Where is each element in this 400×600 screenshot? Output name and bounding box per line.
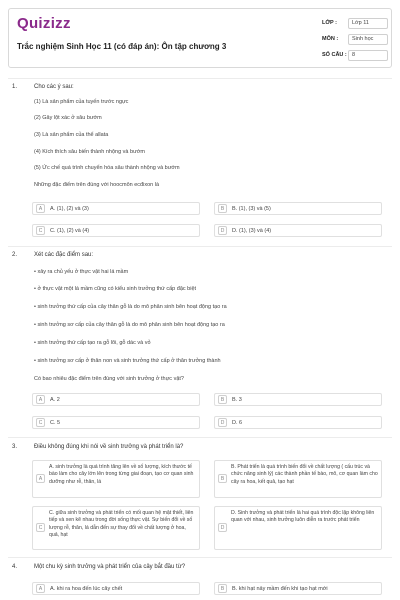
statement-line: (4) Kích thích sâu biến thành nhộng và bướm (34, 149, 145, 155)
statement-line: (1) Là sản phẩm của tuyến trước ngực (34, 99, 129, 105)
statement-line: • sinh trưởng thứ cấp của cây thân gỗ là do mô phân sinh bên hoạt động tạo ra (34, 304, 227, 310)
question-number: 2. (12, 252, 18, 258)
option-letter: B (218, 474, 227, 483)
meta-class (322, 15, 388, 31)
subject-field: Sinh học (348, 34, 388, 45)
question-text: Điều không đúng khi nói về sinh trưởng và phát triển là? (34, 444, 184, 450)
option-text: B. 3 (232, 396, 242, 403)
answer-option-b[interactable] (214, 393, 382, 406)
option-letter: D (218, 523, 227, 532)
option-letter: B (218, 395, 227, 404)
statement-line: Những đặc điểm trên đúng với hoocmôn ecđixon là (34, 182, 159, 188)
answer-option-c[interactable] (32, 224, 200, 237)
meta-key: MÔN : (322, 36, 339, 42)
option-text: A. (1), (2) và (3) (50, 205, 89, 212)
option-letter: A (36, 584, 45, 593)
option-text: B. khi hạt nảy mầm đến khi tạo hạt mới (232, 585, 328, 592)
answer-option-d[interactable] (214, 416, 382, 429)
statement-line: (3) Là sản phẩm của thể allata (34, 132, 109, 138)
meta-key: SỐ CÂU : (322, 52, 347, 58)
question-number: 1. (12, 84, 18, 90)
answer-option-d[interactable] (214, 224, 382, 237)
meta-count (322, 47, 388, 63)
option-text: B. Phát triển là quá trình biến đổi về chất lượng ( cấu trúc và chức năng sinh lý) các thành phần tế bào, mô, cơ quan làm cho cây ra hoa, kết quả, tạo hạt (231, 464, 378, 485)
option-letter: A (36, 204, 45, 213)
quizizz-logo: Quizizz (17, 15, 71, 32)
option-text: C. 5 (50, 419, 61, 426)
statement-line: • sinh trưởng thứ cấp tạo ra gỗ lõi, gỗ dác và vỏ (34, 340, 151, 346)
option-letter: C (36, 523, 45, 532)
question-text: Xét các đặc điểm sau: (34, 252, 94, 258)
option-text: C. (1), (2) và (4) (50, 227, 90, 234)
divider (8, 246, 392, 247)
option-letter: C (36, 418, 45, 427)
answer-option-b[interactable] (214, 202, 382, 215)
option-text: D. Sinh trưởng và phát triển là hai quá trình độc lập không liên quan với nhau, sinh trưởng luôn diễn ra trước phát triển (231, 510, 375, 524)
answer-option-c[interactable] (32, 416, 200, 429)
statement-line: • ở thực vật một lá mầm cũng có kiểu sinh trưởng thứ cấp đặc biệt (34, 286, 197, 292)
option-text: A. khi ra hoa đến lúc cây chết (50, 585, 123, 592)
count-field: 8 (348, 50, 388, 61)
answer-option-a[interactable] (32, 460, 200, 498)
divider (8, 78, 392, 79)
meta-panel (322, 15, 388, 63)
statement-line: Có bao nhiêu đặc điểm trên đúng với sinh trưởng ở thực vật? (34, 376, 184, 382)
statement-line: (5) Ức chế quá trình chuyển hóa sâu thành nhộng và bướm (34, 165, 180, 171)
class-field: Lớp 11 (348, 18, 388, 29)
option-letter: B (218, 584, 227, 593)
answer-option-d[interactable] (214, 506, 382, 550)
option-text: D. 6 (232, 419, 243, 426)
answer-option-c[interactable] (32, 506, 200, 550)
divider (8, 437, 392, 438)
option-text: A. 2 (50, 396, 60, 403)
question-text: Cho các ý sau: (34, 84, 74, 90)
page-title: Trắc nghiệm Sinh Học 11 (có đáp án): Ôn tập chương 3 (17, 42, 227, 51)
option-text: C. giữa sinh trưởng và phát triển có mối quan hệ mật thiết, liên tiếp và xen kẽ nhau trong đời sống thực vật. Sự biến đổi về số lượng rễ, thân, lá dẫn đến sự thay đổi về chất lượng ở hoa, quả, hạt (49, 510, 194, 538)
option-letter: D (218, 226, 227, 235)
option-text: A. sinh trưởng là quá trình tăng lên về số lượng, kích thước tế bào làm cho cây lớn lên trong từng giai đoạn, tạo cơ quan sinh dưỡng như rễ, thân, lá (49, 464, 194, 485)
option-text: D. (1), (3) và (4) (232, 227, 272, 234)
statement-line: • sinh trưởng sơ cấp ở thân non và sinh trưởng thứ cấp ở thân trưởng thành (34, 358, 221, 364)
meta-subject (322, 31, 388, 47)
worksheet-header (8, 8, 392, 68)
statement-line: • xảy ra chủ yếu ở thực vật hai lá mầm (34, 269, 129, 275)
answer-option-a[interactable] (32, 582, 200, 595)
question-text: Một chu kỳ sinh trưởng và phát triển của cây bắt đầu từ? (34, 564, 186, 570)
option-letter: A (36, 395, 45, 404)
question-number: 3. (12, 444, 18, 450)
meta-key: LỚP : (322, 20, 337, 26)
option-letter: B (218, 204, 227, 213)
statement-line: • sinh trưởng sơ cấp của cây thân gỗ là do mô phân sinh bên hoạt động tạo ra (34, 322, 225, 328)
answer-option-b[interactable] (214, 460, 382, 498)
answer-option-a[interactable] (32, 202, 200, 215)
option-text: B. (1), (3) và (5) (232, 205, 271, 212)
answer-option-a[interactable] (32, 393, 200, 406)
option-letter: C (36, 226, 45, 235)
answer-option-b[interactable] (214, 582, 382, 595)
option-letter: D (218, 418, 227, 427)
question-number: 4. (12, 564, 18, 570)
statement-line: (2) Gây lột xác ở sâu bướm (34, 115, 102, 121)
option-letter: A (36, 474, 45, 483)
divider (8, 557, 392, 558)
